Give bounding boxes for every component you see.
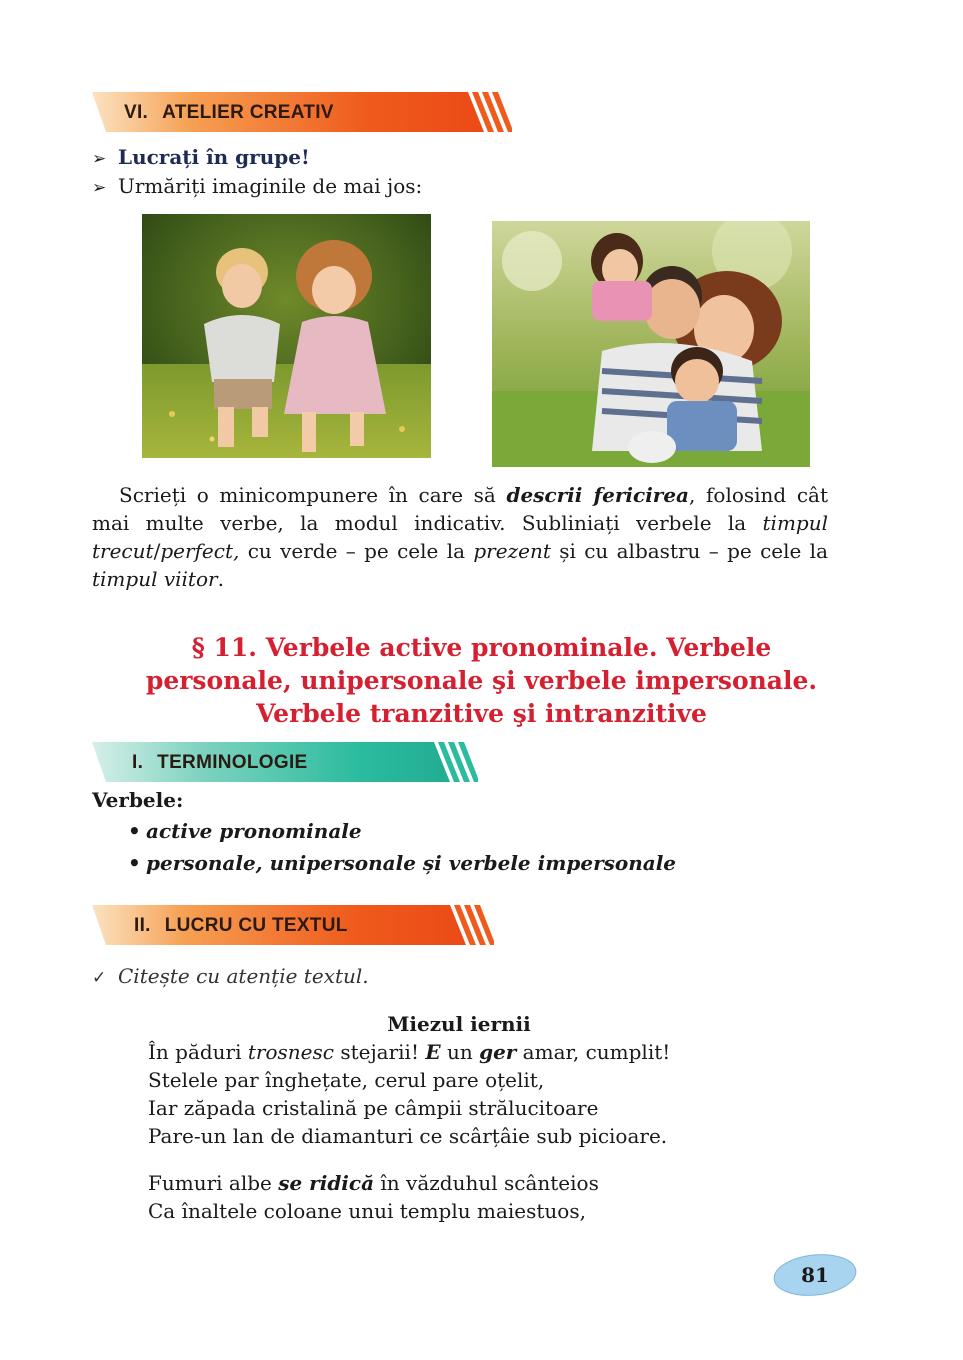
photo-children-running	[142, 214, 431, 458]
poem-line: Stelele par înghețate, cerul pare oțelit,	[148, 1068, 545, 1092]
read-instruction: ✓ Citește cu atenție textul.	[92, 964, 369, 988]
terminology-item: • active pronominale	[128, 819, 362, 843]
page-number: 81	[801, 1263, 829, 1287]
section-banner-lucru-cu-textul	[92, 905, 494, 945]
instruction-observe-images: ➢ Urmăriți imaginile de mai jos:	[92, 174, 423, 198]
photo-happy-family	[492, 221, 810, 467]
section-banner-terminologie	[92, 742, 478, 782]
instruction-work-in-groups: ➢ Lucrați în grupe!	[92, 145, 310, 169]
poem-title: Miezul iernii	[387, 1012, 531, 1036]
poem-line: Pare-un lan de diamanturi ce scârțâie sub picioare.	[148, 1124, 668, 1148]
poem-line: Fumuri albe se ridică în văzduhul scânteios	[148, 1171, 599, 1195]
section-number: II.	[134, 915, 151, 936]
terminology-heading: Verbele:	[92, 788, 184, 812]
page-number-badge	[772, 1252, 858, 1298]
section-title: LUCRU CU TEXTUL	[164, 915, 348, 936]
lesson-title: § 11. Verbele active pronominale. Verbele personale, unipersonale şi verbele impersonale. Verbele tranzitive şi intranzitive	[145, 633, 818, 728]
arrow-bullet-icon: ➢	[92, 149, 107, 169]
arrow-bullet-icon: ➢	[92, 178, 107, 198]
bullet-dot-icon: •	[128, 851, 141, 875]
section-banner-atelier-creativ	[92, 92, 512, 132]
poem-line: Ca înaltele coloane unui templu maiestuos,	[148, 1199, 586, 1223]
section-number: VI.	[124, 102, 149, 123]
poem-line: Iar zăpada cristalină pe câmpii strălucitoare	[148, 1096, 599, 1120]
section-title: ATELIER CREATIV	[162, 102, 334, 123]
poem-line: În păduri trosnesc stejarii! E un ger amar, cumplit!	[148, 1040, 671, 1064]
bullet-dot-icon: •	[128, 819, 141, 843]
checkmark-icon: ✓	[92, 968, 107, 988]
section-number: I.	[132, 752, 144, 773]
section-title: TERMINOLOGIE	[157, 752, 308, 773]
terminology-item: • personale, unipersonale și verbele impersonale	[128, 851, 677, 875]
task-paragraph: Scrieți o minicompunere în care să descrii fericirea, folosind cât mai multe verbe, la modul indicativ. Subliniați verbele la timpul trecut/perfect, cu verde – pe cele la prezent și cu albastru – pe cele la timpul viitor.	[92, 483, 828, 591]
